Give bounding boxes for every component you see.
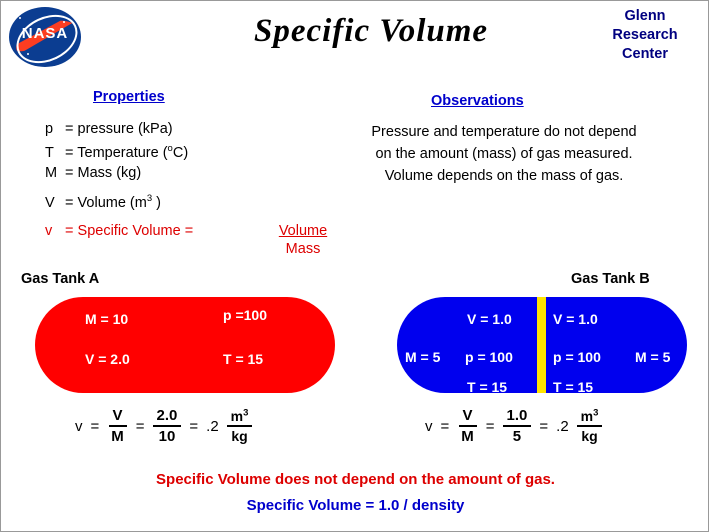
- observations-line3: Volume depends on the mass of gas.: [384, 168, 624, 184]
- property-text-0: pressure (kPa): [77, 121, 173, 137]
- eq-b-equals-1: =: [440, 417, 450, 435]
- property-symbol-sv: v: [45, 223, 53, 239]
- eq-a-unit-num: [227, 408, 253, 427]
- tank-b-left-pressure-value: p = 100: [465, 349, 513, 365]
- observations-line1: Pressure and temperature do not depend: [371, 124, 637, 140]
- property-eq-4: =: [65, 223, 74, 239]
- eq-a-equals-1: =: [90, 417, 100, 435]
- nasa-orbit-icon: [9, 7, 81, 67]
- eq-a-units: [227, 408, 253, 444]
- eq-b-frac2-num: 1.0: [503, 407, 532, 427]
- center-name: [590, 7, 700, 64]
- tank-b-right-pressure-value: p = 100: [553, 349, 601, 365]
- property-eq-1: =: [65, 144, 74, 161]
- eq-b-fraction-numeric: [503, 407, 532, 446]
- property-symbol-m: M: [45, 165, 58, 181]
- tank-b-label: Gas Tank B: [571, 271, 650, 287]
- eq-b-v: v: [425, 417, 433, 435]
- eq-a-unit-den: kg: [231, 428, 248, 445]
- property-text-2: Mass (kg): [77, 165, 142, 181]
- observations-line2: on the amount (mass) of gas measured.: [375, 146, 633, 162]
- eq-a-result: .2: [206, 417, 219, 435]
- tank-a-pressure-value: p =100: [223, 307, 267, 323]
- footer-line1: Specific Volume does not depend on the amount of gas.: [156, 471, 555, 488]
- eq-a-frac2-den: 10: [158, 428, 176, 446]
- property-symbol-p: p: [45, 121, 54, 137]
- eq-b-equals-2: =: [485, 417, 495, 435]
- tank-a-label: Gas Tank A: [21, 271, 100, 287]
- center-name-line2: Research: [612, 27, 678, 43]
- page-title: Specific Volume: [253, 13, 489, 49]
- property-text2-3: ): [152, 194, 161, 211]
- property-text-3: Volume (m: [77, 194, 147, 211]
- property-eq-0: =: [65, 121, 74, 137]
- specific-volume-numerator: Volume: [278, 223, 328, 239]
- eq-a-equals-2: =: [135, 417, 145, 435]
- tank-b-equation: [421, 407, 606, 446]
- property-text-1: Temperature (: [77, 144, 168, 161]
- property-mass: [45, 165, 141, 181]
- tank-a-mass-value: M = 10: [85, 311, 129, 327]
- footer-line2: Specific Volume = 1.0 / density: [246, 497, 465, 514]
- eq-b-units: [577, 408, 603, 444]
- nasa-ball-icon: [9, 7, 81, 67]
- specific-volume-fraction: [263, 223, 343, 257]
- eq-a-unit-sup: 3: [243, 407, 249, 419]
- eq-b-frac1-num: V: [459, 407, 477, 427]
- tank-b-right-temperature-value: T = 15: [553, 379, 594, 395]
- tank-b-right-mass-value: M = 5: [635, 349, 671, 365]
- tank-b-divider: [537, 297, 546, 393]
- property-specific-volume: [45, 223, 193, 239]
- eq-a-frac1-den: M: [111, 428, 124, 446]
- tank-a-temperature-value: T = 15: [223, 351, 264, 367]
- center-name-line1: Glenn: [624, 8, 666, 24]
- eq-a-fraction-symbolic: [107, 407, 128, 446]
- tank-a-equation: [71, 407, 256, 446]
- property-sup-1: o: [167, 143, 173, 154]
- property-pressure: [45, 121, 173, 137]
- properties-heading: Properties: [93, 89, 165, 105]
- property-text-4: Specific Volume =: [77, 223, 194, 239]
- eq-a-frac2-num: 2.0: [153, 407, 182, 427]
- tank-a-volume-value: V = 2.0: [85, 351, 130, 367]
- eq-b-equals-3: =: [539, 417, 549, 435]
- eq-b-frac2-den: 5: [512, 428, 522, 446]
- property-sup-3: 3: [146, 193, 153, 204]
- tank-b-left-temperature-value: T = 15: [467, 379, 508, 395]
- nasa-wordmark: NASA: [21, 25, 69, 42]
- property-volume: [45, 193, 161, 211]
- tank-b-right-volume-value: V = 1.0: [553, 311, 598, 327]
- property-eq-3: =: [65, 194, 74, 211]
- eq-a-fraction-numeric: [153, 407, 182, 446]
- eq-b-unit-den: kg: [581, 428, 598, 445]
- tank-b-left-mass-value: M = 5: [405, 349, 441, 365]
- tank-a-shape: [35, 297, 335, 393]
- center-name-line3: Center: [622, 46, 668, 62]
- observations-heading: Observations: [431, 93, 524, 109]
- eq-b-unit-num-text: m: [580, 408, 594, 425]
- eq-b-unit-sup: 3: [593, 407, 599, 419]
- eq-b-unit-num: [577, 408, 603, 427]
- eq-a-unit-num-text: m: [230, 408, 244, 425]
- nasa-logo: [9, 7, 81, 67]
- property-text2-1: C): [172, 144, 189, 161]
- eq-a-v: v: [75, 417, 83, 435]
- eq-a-equals-3: =: [189, 417, 199, 435]
- eq-a-frac1-num: V: [109, 407, 127, 427]
- tank-b-left-volume-value: V = 1.0: [467, 311, 512, 327]
- specific-volume-denominator: Mass: [285, 241, 321, 257]
- property-symbol-v: V: [45, 194, 55, 211]
- eq-b-result: .2: [556, 417, 569, 435]
- eq-b-fraction-symbolic: [457, 407, 478, 446]
- property-symbol-t: T: [45, 144, 54, 161]
- eq-b-frac1-den: M: [461, 428, 474, 446]
- observations-text: [309, 121, 699, 187]
- property-temperature: [45, 143, 188, 161]
- property-eq-2: =: [65, 165, 74, 181]
